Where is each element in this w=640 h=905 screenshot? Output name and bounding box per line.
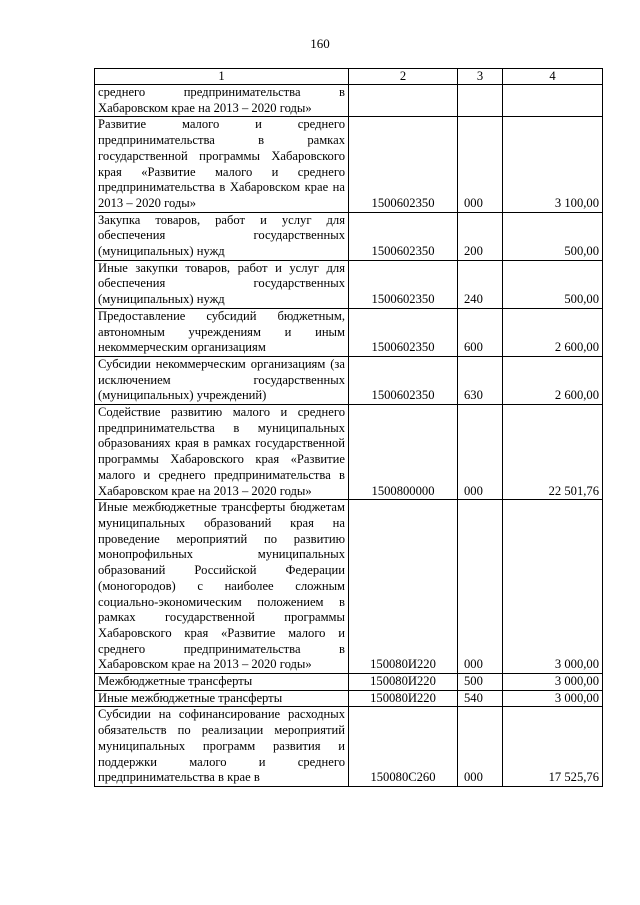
amount: 500,00 [503, 260, 603, 308]
budget-table [94, 68, 603, 787]
expense-type: 540 [458, 690, 503, 707]
target-code: 150080И220 [349, 500, 458, 674]
item-name: Межбюджетные трансферты [95, 674, 349, 691]
expense-type [458, 85, 503, 117]
table-row [95, 674, 603, 691]
table-row [95, 500, 603, 674]
amount: 3 000,00 [503, 500, 603, 674]
item-name: Развитие малого и среднего предпринимательства в рамках государственной программы Хабаровского края «Развитие малого и среднего предпринимательства в Хабаровском крае на 2013 – 2020 годы» [95, 117, 349, 212]
table-row [95, 690, 603, 707]
item-name: Иные межбюджетные трансферты [95, 690, 349, 707]
item-name: Иные закупки товаров, работ и услуг для обеспечения государственных (муниципальных) нужд [95, 260, 349, 308]
amount: 22 501,76 [503, 405, 603, 500]
expense-type: 630 [458, 356, 503, 404]
item-name: Субсидии на софинансирование расходных обязательств по реализации мероприятий муниципальных программ развития и поддержки малого и среднего предпринимательства в крае в [95, 707, 349, 787]
item-name: Закупка товаров, работ и услуг для обеспечения государственных (муниципальных) нужд [95, 212, 349, 260]
amount: 2 600,00 [503, 356, 603, 404]
header-col-1: 1 [95, 69, 349, 85]
target-code: 1500602350 [349, 260, 458, 308]
expense-type: 200 [458, 212, 503, 260]
target-code: 1500800000 [349, 405, 458, 500]
amount: 3 100,00 [503, 117, 603, 212]
table-row [95, 308, 603, 356]
target-code [349, 85, 458, 117]
amount: 3 000,00 [503, 690, 603, 707]
expense-type: 240 [458, 260, 503, 308]
target-code: 1500602350 [349, 212, 458, 260]
table-row [95, 212, 603, 260]
table-row [95, 707, 603, 787]
amount: 2 600,00 [503, 308, 603, 356]
table-row [95, 260, 603, 308]
table-row [95, 85, 603, 117]
expense-type: 600 [458, 308, 503, 356]
expense-type: 000 [458, 117, 503, 212]
amount [503, 85, 603, 117]
item-name: Иные межбюджетные трансферты бюджетам муниципальных образований края на проведение мероприятий по развитию монопрофильных муниципальных образований Российской Федерации (моногородов) с наиболее сложным социально-экономическим положением в рамках государственной программы Хабаровского края «Развитие малого и среднего предпринимательства в Хабаровском крае на 2013 – 2020 годы» [95, 500, 349, 674]
target-code: 150080И220 [349, 674, 458, 691]
item-name: Содействие развитию малого и среднего предпринимательства в муниципальных образованиях края в рамках государственной программы Хабаровского края «Развитие малого и среднего предпринимательства в Хабаровском крае на 2013 – 2020 годы» [95, 405, 349, 500]
header-col-4: 4 [503, 69, 603, 85]
table-row [95, 117, 603, 212]
table-row [95, 356, 603, 404]
page-number: 160 [310, 36, 330, 51]
target-code: 150080С260 [349, 707, 458, 787]
target-code: 1500602350 [349, 308, 458, 356]
amount: 17 525,76 [503, 707, 603, 787]
item-name: среднего предпринимательства в Хабаровском крае на 2013 – 2020 годы» [95, 85, 349, 117]
target-code: 150080И220 [349, 690, 458, 707]
target-code: 1500602350 [349, 356, 458, 404]
header-row [95, 69, 603, 85]
expense-type: 500 [458, 674, 503, 691]
header-col-3: 3 [458, 69, 503, 85]
target-code: 1500602350 [349, 117, 458, 212]
item-name: Субсидии некоммерческим организациям (за исключением государственных (муниципальных) учреждений) [95, 356, 349, 404]
expense-type: 000 [458, 500, 503, 674]
item-name: Предоставление субсидий бюджетным, автономным учреждениям и иным некоммерческим организациям [95, 308, 349, 356]
amount: 500,00 [503, 212, 603, 260]
expense-type: 000 [458, 707, 503, 787]
expense-type: 000 [458, 405, 503, 500]
amount: 3 000,00 [503, 674, 603, 691]
table-row [95, 405, 603, 500]
header-col-2: 2 [349, 69, 458, 85]
